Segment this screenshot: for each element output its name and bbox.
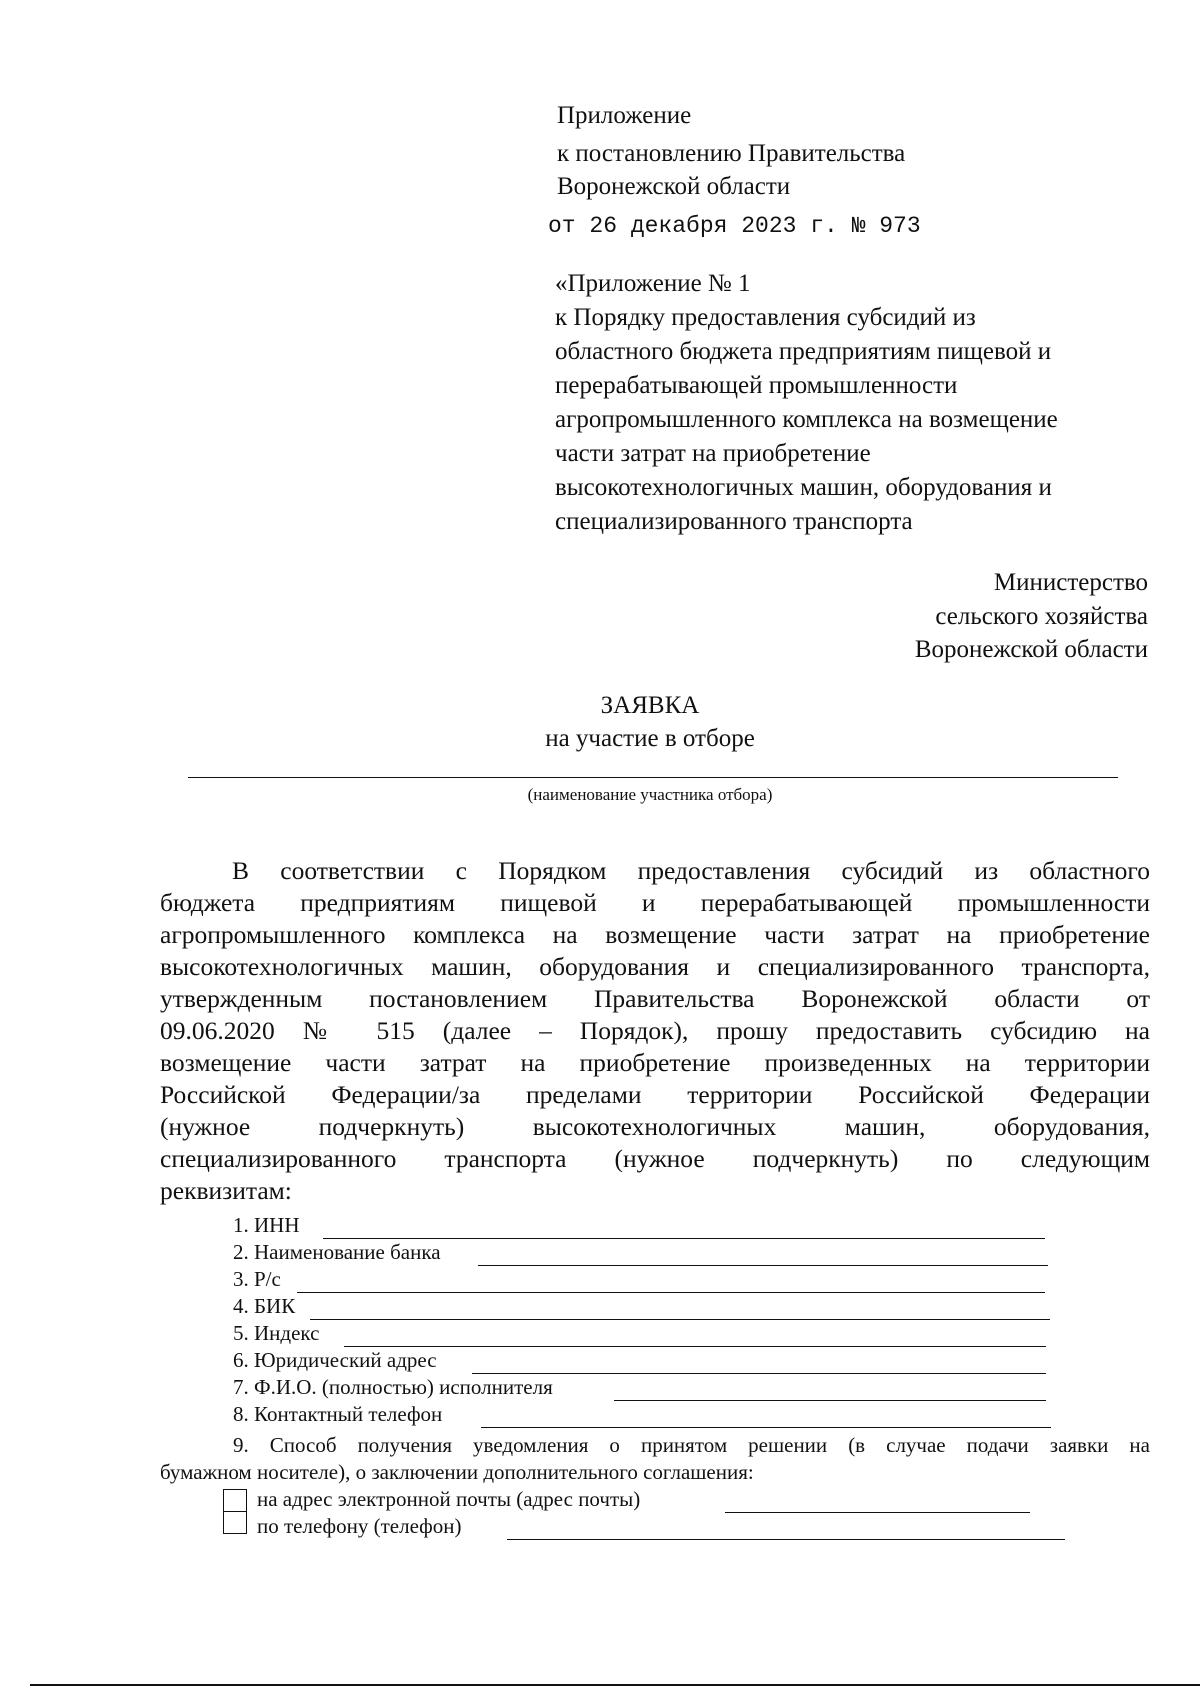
field-line-account[interactable] <box>297 1292 1045 1293</box>
field-line-inn[interactable] <box>323 1238 1045 1239</box>
body-line: высокотехнологичных машин, оборудования и специализированного транспорта, <box>160 952 1150 981</box>
appendix-line: перерабатывающей промышленности <box>555 372 958 399</box>
field-line-phone[interactable] <box>481 1427 1051 1428</box>
field-label-index: 5. Индекс <box>233 1321 320 1345</box>
field-line-bank[interactable] <box>478 1265 1048 1266</box>
option-email-label: на адрес электронной почты (адрес почты) <box>257 1487 641 1511</box>
body-line: бюджета предприятиям пищевой и перерабатывающей промышленности <box>160 888 1150 917</box>
email-checkbox[interactable] <box>223 1489 247 1512</box>
option-phone-label: по телефону (телефон) <box>257 1514 462 1538</box>
participant-name-line[interactable] <box>188 777 1118 778</box>
document-title: ЗАЯВКА <box>600 692 700 719</box>
body-line: Российской Федерации/за пределами территории Российской Федерации <box>160 1080 1150 1109</box>
page-bottom-edge <box>30 1684 1200 1686</box>
header-date: от 26 декабря 2023 г. № 973 <box>548 213 921 239</box>
body-line: (нужное подчеркнуть) высокотехнологичных машин, оборудования, <box>160 1112 1150 1141</box>
field-line-executor[interactable] <box>614 1400 1046 1401</box>
phone-number-line[interactable] <box>507 1539 1065 1540</box>
addressee-line-3: Воронежской области <box>914 636 1148 663</box>
field-label-executor: 7. Ф.И.О. (полностью) исполнителя <box>233 1375 553 1399</box>
body-line-last: реквизитам: <box>160 1176 292 1205</box>
body-line: специализированного транспорта (нужное подчеркнуть) по следующим <box>160 1144 1150 1173</box>
body-line: агропромышленного комплекса на возмещение части затрат на приобретение <box>160 920 1150 949</box>
appendix-line: к Порядку предоставления субсидий из <box>555 304 976 331</box>
body-line: В соответствии с Порядком предоставления субсидий из областного <box>232 856 1150 885</box>
field-label-inn: 1. ИНН <box>233 1213 300 1237</box>
header-line-1: Приложение <box>557 102 692 129</box>
field-label-account: 3. Р/с <box>233 1267 281 1291</box>
appendix-line: специализированного транспорта <box>555 508 913 535</box>
item9-line-1: 9. Способ получения уведомления о принятом решении (в случае подачи заявки на <box>233 1433 1150 1457</box>
body-line: 09.06.2020 № 515 (далее – Порядок), прошу предоставить субсидию на <box>160 1016 1150 1045</box>
field-label-phone: 8. Контактный телефон <box>233 1402 443 1426</box>
email-address-line[interactable] <box>725 1512 1030 1513</box>
phone-checkbox[interactable] <box>223 1511 247 1534</box>
addressee-line-1: Министерство <box>993 569 1148 596</box>
appendix-line: «Приложение № 1 <box>555 270 751 297</box>
addressee-line-2: сельского хозяйства <box>935 603 1148 630</box>
appendix-line: областного бюджета предприятиям пищевой и <box>555 338 1052 365</box>
item9-line-2: бумажном носителе), о заключении дополнительного соглашения: <box>160 1460 754 1484</box>
header-line-2: к постановлению Правительства <box>557 140 906 167</box>
field-line-bik[interactable] <box>310 1319 1050 1320</box>
field-line-index[interactable] <box>344 1346 1046 1347</box>
header-line-3: Воронежской области <box>557 173 791 200</box>
field-line-legal-address[interactable] <box>472 1373 1046 1374</box>
field-label-bank: 2. Наименование банка <box>233 1240 441 1264</box>
field-label-legal-address: 6. Юридический адрес <box>233 1348 437 1372</box>
document-subtitle: на участие в отборе <box>545 725 755 752</box>
body-line: утвержденным постановлением Правительства Воронежской области от <box>160 984 1150 1013</box>
participant-name-caption: (наименование участника отбора) <box>527 785 773 804</box>
appendix-line: агропромышленного комплекса на возмещение <box>555 406 1058 433</box>
field-label-bik: 4. БИК <box>233 1294 296 1318</box>
body-line: возмещение части затрат на приобретение произведенных на территории <box>160 1048 1150 1077</box>
appendix-line: высокотехнологичных машин, оборудования и <box>555 474 1052 501</box>
appendix-line: части затрат на приобретение <box>555 440 871 467</box>
